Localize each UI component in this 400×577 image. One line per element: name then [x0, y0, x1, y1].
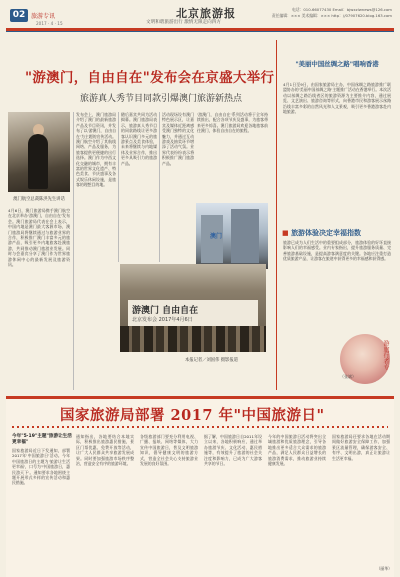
photo-macau-building: [196, 203, 268, 269]
bottom-body-col6: 国家旅游局还要求各地在活动期间做好旅游安全保障工作，加强景区流量管理，确保游客安全、有序、文明出游，真正让旅游让生活更幸福。: [332, 434, 390, 461]
bottom-headline: 国家旅游局部署 2017 年"中国旅游日": [60, 407, 325, 424]
bottom-dotted-rule: [12, 426, 388, 428]
column-rule: [73, 112, 74, 390]
right-article2-title: 旅游体验决定幸福指数: [291, 229, 362, 237]
right-article2-body: 旅游已成为人们生活中的重要组成部分，旅游体验的好坏直接影响人们的幸福感受。业内专家指出，提升旅游服务质量、完善旅游基础设施，是提高游客满意度的关键。各地应注重打造优质旅游产品，让游客在旅途中获得更多的幸福感和获得感。: [283, 240, 391, 262]
bottom-intro: 今年"5·19"主题"旅游让生活更幸福": [12, 434, 72, 445]
photo-launch-caption: 本报记者／刘国伟 摄影报道: [185, 358, 238, 363]
contact-line-2: 责任编辑：××× 美术编辑：××× http：//07907620.blog.163.com: [271, 13, 392, 18]
photo-speaker-caption: 澳门航空总裁陈洪先生讲话: [13, 197, 65, 202]
section-label: 旅游专讯: [31, 13, 56, 20]
photo-launch-event: [120, 264, 266, 352]
speaker-figure-shape: [28, 134, 48, 189]
paper-slogan: 文明和谐旅游出行 激情无限走向四方: [146, 20, 221, 25]
masthead: [6, 4, 394, 34]
page-number: 02: [10, 9, 28, 22]
event-backdrop-title: 游澳门 自由自在: [132, 306, 199, 316]
bottom-body-col1: 国家旅游局近日下发通知，部署2017年'中国旅游日'活动。今年中国旅游日的主题为'旅游让生活更幸福'，口号为'中国旅游日，惠民游天下'。通知要求各地围绕主题开展形式多样的宣传活动和惠民措施。: [12, 448, 70, 486]
event-guests: [120, 326, 266, 352]
bottom-credit: （丽华）: [376, 566, 392, 571]
photo-speaker: [8, 112, 70, 192]
paper-title: 北京旅游报: [176, 7, 236, 20]
heading-bullet-icon: ■: [282, 229, 292, 237]
lead-subheadline: 旅游真人秀节目同款引爆澳门旅游新热点: [80, 94, 243, 104]
contact-line-1: 电话：010-66077430 Email：bjwxzlwnews@126.com: [291, 7, 392, 12]
right-article2-heading: [282, 228, 392, 238]
right-article1-title: "美丽中国丝绸之路"唱响香港: [295, 60, 379, 68]
bottom-body-col2: 通知指出，各地要结合本地实际，积极推出旅游惠民措施，景区门票优惠、免费开放等活动，让广大人民群众共享旅游发展成果。同时要加强旅游市场秩序整治，营造安全有序的旅游环境。: [76, 434, 134, 467]
column-rule: [159, 112, 160, 262]
lead-body-col2: 发布会上，澳门旅游局介绍了澳门的最新旅游产品及节目资讯，并发布了以'游澳门，自由自在'为主题的宣传活动。澳门航空介绍了其航线网络、产品及服务，为旅客提供更便捷的出行选择。澳门作为中西文化交融的城市，拥有丰富的世界文化遗产、特色美食、节庆盛事及各式娱乐休闲设施，是旅客的理想目的地。: [76, 112, 116, 188]
travel-logo-text: 游旅行者专: [382, 340, 389, 370]
lead-body-col3: 随后嘉宾共同为活动揭幕。澳门旅游局表示，旅游真人秀节目的同款路线让更多游客认识澳门多元的旅游景点及美食体验，未来将继续与内地媒体及业界合作，推出更多具吸引力的旅游产品。: [121, 112, 157, 166]
right-article1-body: 4月1日至9日，由国家旅游局主办，中国丝绸之路旅游推广联盟协办的'美丽中国丝绸之路'主题推广活动在香港举行。本次活动以丝绸之路沿线省区的旅游资源为主要推介内容，通过展览、文艺演出、旅游咨询等形式，向香港市民和游客展示丝路沿线丰富多彩的自然风光和人文景观，吸引更多香港游客赴内地旅游。: [283, 82, 391, 115]
bottom-body-col5: 今年的中国旅游日活动将突出全域旅游和优质旅游理念，引导各地推出更多适合大众需求的旅游产品，满足人民群众日益增长的旅游消费需求，推动旅游业持续健康发展。: [268, 434, 326, 467]
building-shape: [231, 209, 259, 263]
bottom-body-col4: 据了解，中国旅游日自2011年设立以来，各地积极响应，通过举办旅游节庆、文化活动、惠民措施等，有效提升了旅游的社会关注度和影响力，已成为广大游客共享的节日。: [204, 434, 262, 467]
bottom-body-col3: 各级旅游部门要充分利用电视、广播、报纸、网络等媒体，大力宣传中国旅游日，普及文明旅游知识，倡导健康文明的旅游方式，营造全社会关心支持旅游业发展的良好氛围。: [140, 434, 198, 467]
event-backdrop-sub: 北京发布会 2017年4月6日: [132, 317, 193, 323]
lead-body-col1: 4月6日，澳门旅游局携手澳门航空在北京举办'游澳门，自由自在'发布会。澳门旅游局代表在会上表示，中国内地是澳门最大客源市场，澳门旅游局将继续通过与旅游业界的合作，积极推广澳门丰富多元的旅游产品，吸引更多内地旅客赴澳旅游，共同推动澳门旅游业发展。同时与会嘉宾分享了澳门作为世界旅游休闲中心的最新发展及旅游资讯。: [8, 208, 70, 268]
photo-macau-label: 澳门: [210, 233, 223, 240]
column-rule: [118, 112, 119, 262]
lead-body-col4: 活动现场设有澳门特色展示区，让嘉宾及媒体近距离感受澳门独特的文化魅力，并通过互动游戏及抽奖环节增添了活动气氛。业界代表纷纷表示将积极推广澳门旅游产品。: [162, 112, 194, 166]
right-article-credit: （张斌）: [340, 374, 356, 379]
lead-headline: "游澳门，自由自在"发布会在京盛大举行: [25, 70, 275, 86]
contact-info: [242, 7, 392, 19]
masthead-rule-blue: [6, 31, 394, 32]
issue-date: 2017 · 4 · 15: [36, 21, 63, 26]
lead-body-col5: '游澳门，自由自在'系列活动将于全年持续推出，配合各项节庆及盛事，为旅客带来更多惊喜。澳门旅游局欢迎各地旅客前往澳门，体验自由自在的旅程。: [197, 112, 268, 134]
